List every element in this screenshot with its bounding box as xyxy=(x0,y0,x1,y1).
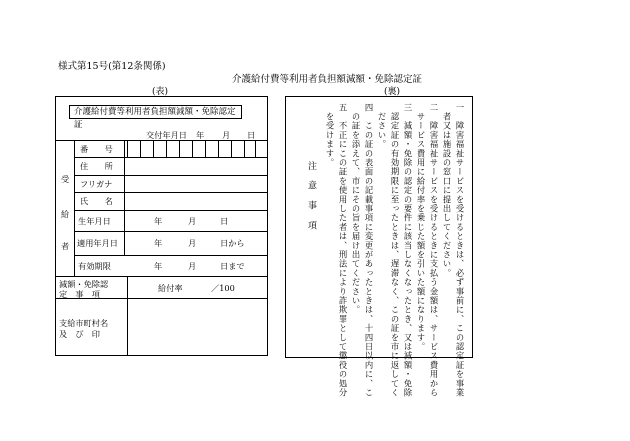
recipient-label-char-1: 受 xyxy=(61,174,70,184)
furigana-label: フリガナ xyxy=(80,179,113,189)
expiry-day: 日まで xyxy=(220,261,245,271)
note-column-5: 三 減額・免除の認定の要件に該当しなくなったとき、又は減額・免除 xyxy=(403,103,413,398)
document-title: 介護給付費等利用者負担額減額・免除認定証 xyxy=(232,74,423,85)
expiry-year: 年 xyxy=(154,261,163,271)
rate-value: ／100 xyxy=(211,283,235,293)
start-month: 月 xyxy=(188,238,197,248)
birth-month: 月 xyxy=(188,216,197,226)
note-column-6: 認定証の有効期限に至ったときは、遅滞なく、この証を市に返してく xyxy=(390,103,400,398)
issue-date-label: 交付年月日 xyxy=(146,130,187,140)
certificate-front xyxy=(55,96,268,356)
note-column-1: 一 障害福祉サービスを受けるときは、必ず事前に、この認定証を事業 xyxy=(455,103,465,398)
start-day: 日から xyxy=(220,238,245,248)
birth-year: 年 xyxy=(154,216,163,226)
start-date-label: 適用年月日 xyxy=(77,238,118,248)
address-label: 住 所 xyxy=(80,161,113,171)
expiry-label: 有効期限 xyxy=(78,261,111,271)
note-column-2: 者又は施設の窓口に提出してください。 xyxy=(442,103,452,278)
issue-date-year: 年 xyxy=(196,130,205,140)
note-column-9: の証を添えて、市にその旨を届け出てください。 xyxy=(351,103,361,315)
approval-label-line-2: 定 事 項 xyxy=(59,289,100,299)
number-label: 番 号 xyxy=(80,144,113,154)
birth-date-label: 生年月日 xyxy=(78,216,111,226)
recipient-label-char-2: 給 xyxy=(61,209,70,219)
issue-date-month: 月 xyxy=(222,130,231,140)
name-label: 氏 名 xyxy=(80,196,113,206)
certificate-back xyxy=(285,96,473,398)
expiry-month: 月 xyxy=(188,261,197,271)
note-column-7: ださい。 xyxy=(377,103,387,149)
note-column-3: 二 障害福祉サービスを受けるときに支払う金額は、サービス費用から xyxy=(429,103,439,398)
front-side-label: (表) xyxy=(152,87,169,97)
card-title: 介護給付費等利用者負担額減額・免除認定証 xyxy=(69,105,242,119)
note-column-4: サービス費用に給付率を乗じた額を引いた額になります。 xyxy=(416,103,426,352)
note-column-10: 五 不正にこの証を使用した者は、刑法により詐欺罪として懲役の処分 xyxy=(338,103,348,398)
notes-heading: 注 意 事 項 xyxy=(306,161,316,231)
municipality-label-line-2: 及 び 印 xyxy=(59,329,100,339)
issue-date-day: 日 xyxy=(247,130,256,140)
note-column-11: を受けます。 xyxy=(325,103,335,168)
note-column-8: 四 この証の表面の記載事項に変更があったときは、十四日以内に、こ xyxy=(364,103,374,398)
rate-label: 給付率 xyxy=(158,283,183,293)
form-number: 様式第15号(第12条関係) xyxy=(58,61,166,72)
recipient-label-char-3: 者 xyxy=(61,241,70,251)
municipality-label-line-1: 支給市町村名 xyxy=(59,318,109,328)
birth-day: 日 xyxy=(220,216,229,226)
start-year: 年 xyxy=(154,238,163,248)
approval-label-line-1: 減額・免除認 xyxy=(59,279,109,289)
back-side-label: (裏) xyxy=(384,87,401,97)
